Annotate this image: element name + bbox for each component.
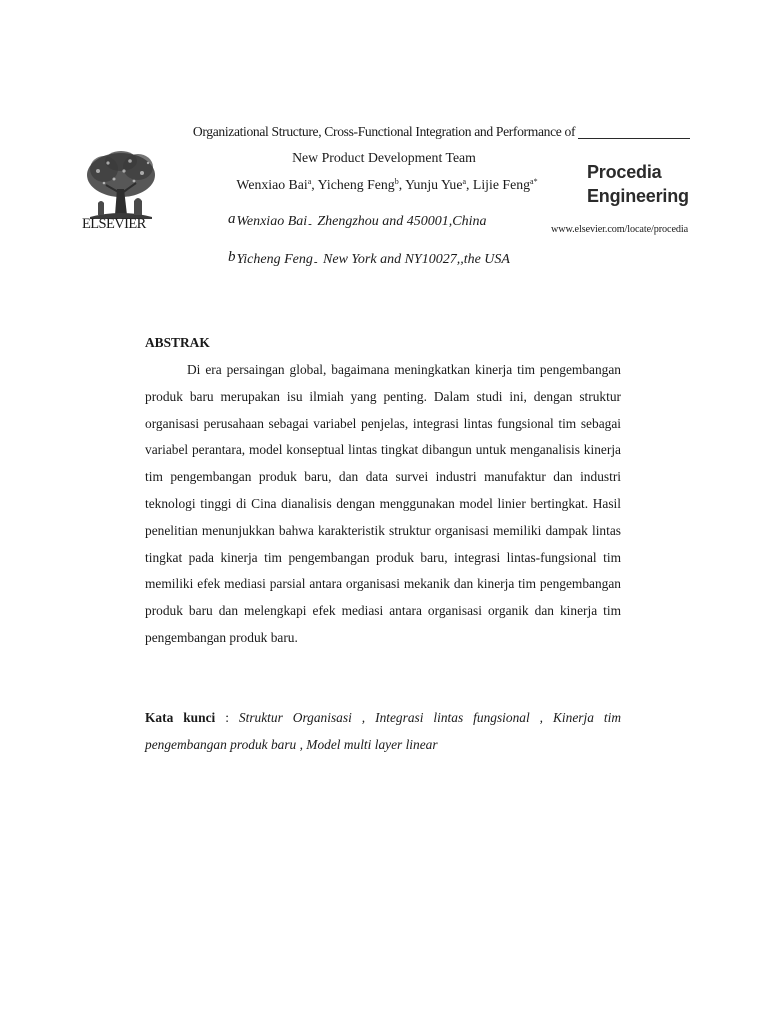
- author-separator: ,: [466, 177, 473, 192]
- author-superscript: a: [307, 177, 312, 186]
- affiliation-a: [228, 213, 487, 230]
- affiliation-mark: b: [228, 249, 236, 265]
- elsevier-wordmark: ELSEVIER: [82, 216, 146, 232]
- author-superscript: a: [462, 177, 467, 186]
- author-separator: ,: [311, 177, 318, 192]
- keywords-separator: :: [215, 710, 239, 725]
- affiliation-location: New York and NY10027,,the USA: [323, 252, 510, 267]
- paper-title-line-2: New Product Development Team: [292, 150, 476, 165]
- abstract-body: Di era persaingan global, bagaimana meningkatkan kinerja tim pengembangan produk baru merupakan isu ilmiah yang penting. Dalam studi ini, dengan struktur organisasi perusahaan sebagai variabel penjelas, integrasi lintas fungsional tim sebagai variabel perantara, model konseptual lintas tingkat dibangun untuk menganalisis kinerja tim pengembangan produk baru, dan data survei industri manufaktur dan industri teknologi tinggi di Cina dianalisis dengan menggunakan model linier bertingkat. Hasil penelitian menunjukkan bahwa karakteristik struktur organisasi memiliki dampak lintas tingkat pada kinerja tim pengembangan produk baru, integrasi lintas-fungsional tim memiliki efek mediasi parsial antara organisasi mekanik dan kinerja tim pengembangan produk baru dan melengkapi efek mediasi antara organisasi organik dan kinerja tim pengembangan produk baru.: [145, 362, 621, 645]
- affiliation-name: Yicheng Feng: [236, 252, 313, 267]
- affiliation-separator: -: [313, 256, 318, 268]
- journal-url: www.elsevier.com/locate/procedia: [551, 224, 689, 235]
- author-name: Wenxiao Bai: [236, 177, 308, 192]
- keywords-text: Struktur Organisasi , Integrasi lintas fungsional , Kinerja tim pengembangan produk baru , Model multi layer linear: [145, 710, 621, 752]
- author-name: Yunju Yue: [405, 177, 463, 192]
- affiliation-b: [228, 251, 510, 268]
- author-name: Yicheng Feng: [317, 177, 395, 192]
- author-name: Lijie Feng: [472, 177, 531, 192]
- paper-title-line-1: Organizational Structure, Cross-Functional Integration and Performance of: [192, 124, 576, 139]
- author-separator: ,: [398, 177, 406, 192]
- abstract-heading: ABSTRAK: [145, 335, 210, 350]
- affiliation-mark: a: [228, 211, 236, 227]
- keywords: [145, 705, 621, 759]
- affiliation-name: Wenxiao Bai: [236, 214, 308, 229]
- affiliation-separator: -: [308, 218, 312, 230]
- author-superscript: a*: [530, 177, 538, 186]
- keywords-label: Kata kunci: [145, 710, 216, 725]
- journal-title: Procedia Engineering: [587, 162, 689, 206]
- affiliation-location: Zhengzhou and 450001,China: [317, 214, 487, 229]
- author-superscript: b: [394, 177, 399, 186]
